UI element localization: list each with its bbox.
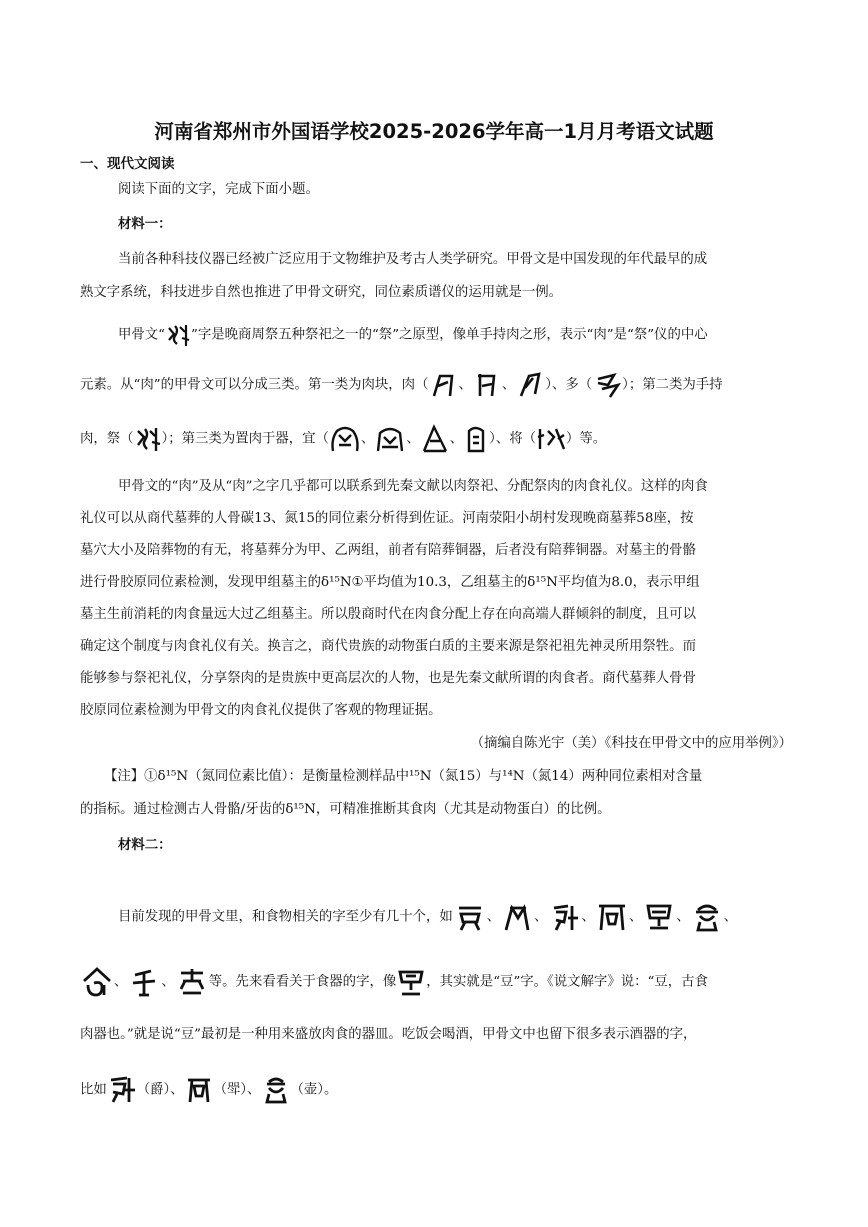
note-line: 【注】①δ¹⁵N（氮同位素比值）：是衡量检测样品中¹⁵N（氮15）与¹⁴N（氮14）两种同位素相对含量 [104,769,703,784]
text-run: 肉，祭（ [80,431,134,447]
paragraph-line: 礼仪可以从商代墓葬的人骨碳13、氮15的同位素分析得到佐证。河南荥阳小胡村发现晚商墓葬58座，按 [80,511,694,526]
paragraph-line: 墓主生前消耗的肉食量远大过乙组墓主。所以殷商时代在肉食分配上存在向高端人群倾斜的制度，且可以 [80,607,696,622]
text-run: ）；第二类为手持 [622,377,723,393]
text-run: 、 [628,909,643,925]
paragraph-line: 确定这个制度与肉食礼仪有关。换言之，商代贵族的动物蛋白质的主要来源是祭祀祖先神灵所用祭牲。而 [80,639,696,654]
oracle-duo-glyph [592,371,622,399]
text-run: 元素。从“肉”的甲骨文可以分成三类。第一类为肉块，肉（ [80,377,429,393]
oracle-yi-glyph [374,423,406,455]
material1-label: 材料一： [118,217,172,232]
note-line: 的指标。通过检测古人骨骼/牙齿的δ¹⁵N，可精准推断其食肉（尤其是动物蛋白）的比例。 [80,802,611,817]
text-run: ）；第三类为置肉于器，宜（ [161,431,329,447]
paragraph-line [80,1074,792,1106]
text-run: 、 [360,431,375,447]
paragraph-line: 能够参与祭祀礼仪，分享祭肉的是贵族中更高层次的人物，也是先秦文献所谓的肉食者。商代墓葬人骨骨 [80,671,696,686]
text-run: 等。先来看看关于食器的字，像 [208,974,397,990]
paragraph-line [118,322,792,348]
oracle-rou-glyph [472,370,502,400]
paragraph-line: 胶原同位素检测为甲骨文的肉食礼仪提供了客观的物理证据。 [80,703,442,718]
text-run: 甲骨文“ [118,327,166,343]
text-run: 比如 [80,1082,107,1098]
oracle-food-glyph [80,965,114,999]
page-title: 河南省郑州市外国语学校2025-2026学年高一1月月考语文试题 [154,120,714,143]
text-run: 目前发现的甲骨文里，和食物相关的字至少有几十个，如 [118,909,453,925]
paragraph-line [118,900,792,934]
section-heading: 一、现代文阅读 [80,156,175,172]
text-run: 、 [486,909,501,925]
oracle-ji-glyph [134,425,162,453]
text-run: （壶）。 [290,1082,338,1098]
instruction-text: 阅读下面的文字，完成下面小题。 [118,182,319,197]
text-run: 、 [581,909,595,925]
material2-label: 材料二： [118,838,172,853]
text-run: 、 [534,909,548,925]
text-run: ）、将（ [489,431,536,447]
oracle-jia-glyph [184,1074,214,1106]
text-run: ）等。 [566,431,607,447]
text-run: 、 [676,909,690,925]
oracle-yi-glyph [420,423,450,455]
oracle-food-glyph [127,965,161,999]
oracle-jue-glyph [107,1074,137,1106]
paragraph-line [80,370,792,400]
paragraph-line: 甲骨文的“肉”及从“肉”之字几乎都可以联系到先秦文献以肉祭祀、分配祭肉的肉食礼仪。这样的肉食 [118,479,708,494]
text-run: 、 [161,974,175,990]
paragraph-line: 墓穴大小及陪葬物的有无，将墓葬分为甲、乙两组，前者有陪葬铜器，后者没有陪葬铜器。对墓主的骨骼 [80,543,696,558]
text-run: ，其实就是“豆”字。《说文解字》说：“豆，古食 [426,974,708,990]
text-run: 、 [458,377,472,393]
oracle-food-glyph [690,900,724,934]
oracle-food-glyph [500,900,534,934]
text-run: ”字是晚商周祭五种祭祀之一的“祭”之原型，像单手持肉之形，表示“肉”是“祭”仪的中心 [191,327,708,343]
paragraph-line [80,965,792,999]
text-run: ）、多（ [545,377,593,393]
text-run: 、 [501,377,516,393]
paragraph-line: 肉器也。”就是说“豆”最初是一种用来盛放肉食的器皿。吃饭会喝酒，甲骨文中也留下很多表示酒器的字， [80,1027,697,1042]
oracle-dou-glyph [396,966,426,998]
text-run: （斝）、 [213,1082,261,1098]
paragraph-line: 熟文字系统，科技进步自然也推进了甲骨文研究，同位素质谱仪的运用就是一例。 [80,285,563,300]
oracle-food-glyph [548,900,582,934]
oracle-yi-glyph [329,423,361,455]
oracle-yi-glyph [463,423,489,455]
oracle-food-glyph [175,965,209,999]
oracle-food-glyph [453,900,487,934]
source-citation: （摘编自陈光宇（美）《科技在甲骨文中的应用举例》） [470,736,792,751]
oracle-food-glyph [595,900,629,934]
oracle-food-glyph [642,900,676,934]
oracle-hu-glyph [261,1074,291,1106]
oracle-rou-glyph [515,370,545,400]
paragraph-line: 进行骨胶原同位素检测，发现甲组墓主的δ¹⁵N①平均值为10.3，乙组墓主的δ¹⁵N平均值为8.0，表示甲组 [80,575,700,590]
text-run: 、 [114,974,128,990]
paragraph-line: 当前各种科技仪器已经被广泛应用于文物维护及考古人类学研究。甲骨文是中国发现的年代最早的成 [118,252,708,267]
text-run: 、 [723,909,738,925]
oracle-ji-glyph [165,322,191,348]
text-run: 、 [406,431,420,447]
oracle-jiang-glyph [536,425,566,453]
paragraph-line [80,423,792,455]
oracle-rou-glyph [428,370,458,400]
text-run: 、 [449,431,464,447]
text-run: （爵）、 [136,1082,184,1098]
